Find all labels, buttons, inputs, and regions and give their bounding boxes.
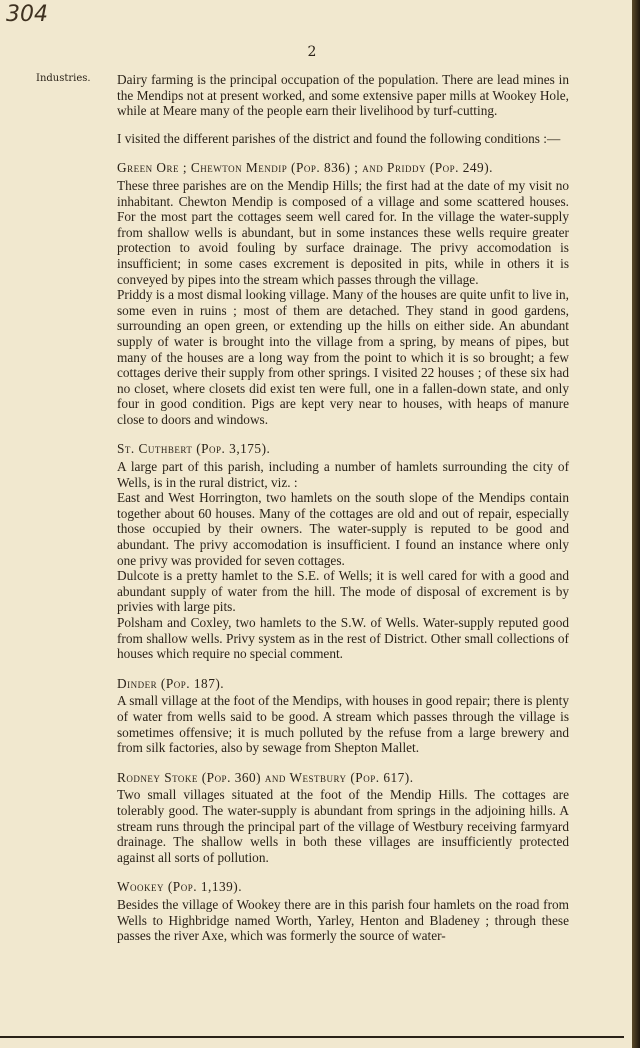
paragraph-industries: Dairy farming is the principal occupation of the population. There are lead mines in the Mendips not at present worked, and some extensive paper mills at Wookey Hole, while at Meare many of the people earn their livelihood by turf-cutting.	[117, 72, 569, 119]
body-text	[117, 72, 569, 944]
page-edge-shadow	[632, 0, 640, 1048]
section-heading-wookey: Wookey (Pop. 1,139).	[117, 879, 243, 895]
paragraph: Priddy is a most dismal looking village. Many of the houses are quite unfit to live in, some even in ruins ; most of them are detached. They stand in good gardens, surrounding an open green, or extending up the hills on either side. An abundant supply of water is brought into the village from a spring, by means of pipes, but many of the houses are a long way from the point to which it is so brought; a few cottages derive their supply from other springs. I visited 22 houses ; of these six had no closet, where closets did exist ten were full, one in a fallen-down state, and only four in good condition. Pigs are kept very near to houses, with heaps of manure close to doors and windows.	[117, 287, 569, 427]
paragraph: A large part of this parish, including a number of hamlets surrounding the city of Wells, is in the rural district, viz. :	[117, 459, 569, 490]
page-number: 2	[307, 44, 317, 60]
paragraph: Dulcote is a pretty hamlet to the S.E. of Wells; it is well cared for with a good and abundant supply of water from the hill. The mode of disposal of excrement is by privies with large pits.	[117, 568, 569, 615]
paragraph: Two small villages situated at the foot of the Mendip Hills. The cottages are tolerably good. The water-supply is abundant from springs in the adjoining hills. A stream runs through the principal part of the village of Westbury receiving farmyard drainage. The shallow wells in both these villages are insufficiently protected against all sorts of pollution.	[117, 787, 569, 865]
paragraph: These three parishes are on the Mendip Hills; the first had at the date of my visit no inhabitant. Chewton Mendip is composed of a village and some scattered houses. For the most part the cottages seem well cared for. In the village the water-supply from shallow wells is abundant, but in some instances these wells require greater protection to avoid fouling by surface drainage. The privy accomodation is insufficient; in some cases excrement is deposited in pits, while in others it is conveyed by pipes into the stream which passes through the village.	[117, 177, 569, 287]
folio-number: 304	[6, 2, 48, 27]
paragraph: East and West Horrington, two hamlets on the south slope of the Mendips contain together about 60 houses. Many of the cottages are old and out of repair, especially those occupied by their owners. The water-supply is reputed to be good and abundant. The privy accomodation is insufficient. I found an instance where only one privy was provided for seven cottages.	[117, 490, 569, 568]
section-heading-st-cuthbert: St. Cuthbert (Pop. 3,175).	[117, 441, 271, 457]
section-heading-dinder: Dinder (Pop. 187).	[117, 675, 225, 691]
bottom-rule	[0, 1036, 624, 1038]
paragraph-visited: I visited the different parishes of the district and found the following conditions :—	[117, 130, 561, 146]
paragraph: Polsham and Coxley, two hamlets to the S.W. of Wells. Water-supply reputed good from shallow wells. Privy system as in the rest of District. Other small collections of houses which require no special comment.	[117, 615, 569, 662]
paragraph: Besides the village of Wookey there are in this parish four hamlets on the road from Wells to Highbridge named Worth, Yarley, Henton and Bladeney ; through these passes the river Axe, which was formerly the source of water-	[117, 896, 569, 944]
section-heading-green-ore: Green Ore ; Chewton Mendip (Pop. 836) ; and Priddy (Pop. 249).	[117, 160, 493, 176]
paragraph: A small village at the foot of the Mendips, with houses in good repair; there is plenty of water from wells said to be good. A stream which passes through the village is sometimes offensive; it is much polluted by the refuse from a large brewery and from silk factories, also by sewage from Shepton Mallet.	[117, 693, 569, 756]
margin-note: Industries.	[36, 73, 91, 84]
section-heading-rodney-stoke: Rodney Stoke (Pop. 360) and Westbury (Pop. 617).	[117, 769, 414, 785]
